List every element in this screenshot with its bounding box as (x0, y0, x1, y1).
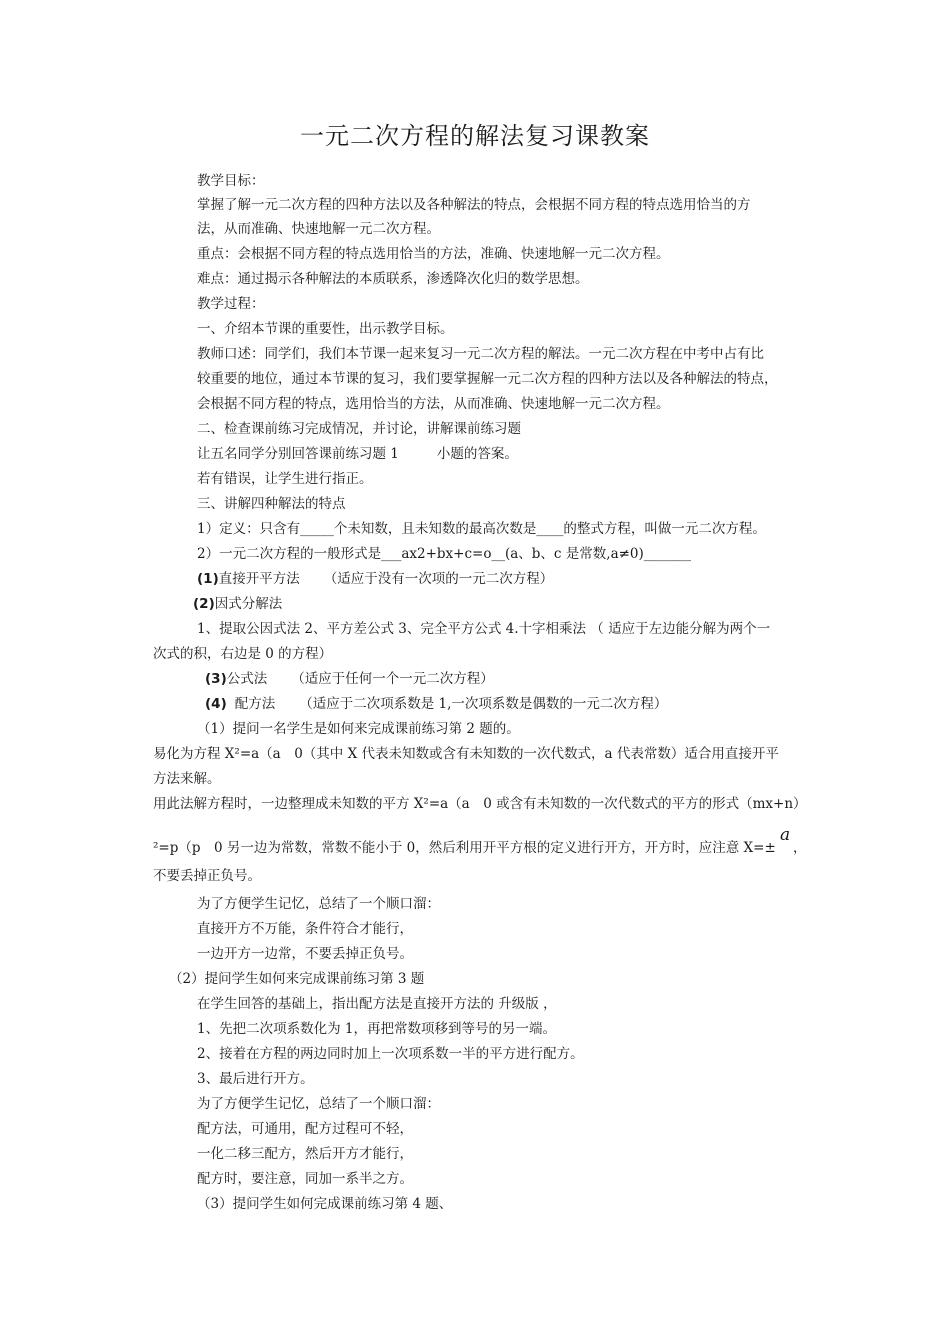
page-title: 一元二次方程的解法复习课教案 (300, 122, 650, 150)
paragraph-line (153, 838, 776, 858)
section-heading: 一、介绍本节课的重要性，出示教学目标。 (197, 321, 454, 337)
method-number: (3) (205, 671, 227, 687)
section-heading: 二、检查课前练习完成情况，并讨论，讲解课前练习题 (197, 421, 521, 437)
key-point-line: 重点：会根据不同方程的特点选用恰当的方法，准确、快速地解一元二次方程。 (197, 246, 670, 262)
method-number: (4) (205, 696, 227, 712)
rhyme-line: 一边开方一边常，不要丢掉正负号。 (197, 946, 413, 962)
paragraph-line: 方法来解。 (153, 771, 221, 787)
line-part: 让五名同学分别回答课前练习题 1 (197, 446, 399, 462)
method-name: 因式分解法 (214, 596, 283, 612)
paragraph-line: 法，从而准确、快速地解一元二次方程。 (197, 221, 440, 237)
step-line: 2、接着在方程的两边同时加上一次项系数一半的平方进行配方。 (197, 1046, 584, 1062)
paragraph-line: 教师口述：同学们，我们本节课一起来复习一元二次方程的解法。一元二次方程在中考中占有比 (197, 346, 764, 362)
paragraph-line: 较重要的地位，通过本节课的复习，我们要掌握解一元二次方程的四种方法以及各种解法的特点， (197, 371, 778, 387)
question-line: （1）提问一名学生是如何来完成课前练习第 2 题的。 (197, 721, 520, 737)
paragraph-line: 若有错误，让学生进行指正。 (197, 471, 373, 487)
method-number: (2) (193, 596, 215, 612)
paragraph-line: 用此法解方程时，一边整理成未知数的平方 X²=a（a 0 或含有未知数的一次代数式的平方的形式（mx+n） (153, 796, 807, 812)
method-name: 直接开平方法 (218, 571, 300, 587)
line-part: 小题的答案。 (436, 446, 518, 462)
method-2-line (193, 594, 282, 614)
rhyme-line: 配方法，可通用，配方过程可不轻， (197, 1121, 413, 1137)
definition-line: 1）定义：只含有_____个未知数，且未知数的最高次数是____的整式方程，叫做一元二次方程。 (197, 521, 766, 537)
step-line: 3、最后进行开方。 (197, 1071, 314, 1087)
line-part: ， (793, 840, 807, 856)
method-note: （适应于没有一次项的一元二次方程） (323, 571, 554, 587)
method-note: （适应于二次项系数是 1,一次项系数是偶数的一元二次方程） (299, 696, 668, 712)
method-4-line (205, 694, 667, 714)
section-heading: 三、讲解四种解法的特点 (197, 496, 346, 512)
question-line: （2）提问学生如何来完成课前练习第 3 题 (169, 971, 425, 987)
general-form-line: 2）一元二次方程的一般形式是___ax2+bx+c=o__(a、b、c 是常数,a≠0)_______ (197, 546, 692, 562)
method-1-line (197, 569, 553, 589)
method-note: （适应于任何一个一元二次方程） (291, 671, 494, 687)
paragraph-line: 1、提取公因式法 2、平方差公式 3、完全平方公式 4.十字相乘法 （ 适应于左边能分解为两个一 (197, 621, 771, 637)
rhyme-line: 配方时，要注意，同加一系半之方。 (197, 1171, 413, 1187)
paragraph-line: 掌握了解一元二次方程的四种方法以及各种解法的特点，会根据不同方程的特点选用恰当的方 (197, 197, 751, 213)
paragraph-line: 易化为方程 X²=a（a 0（其中 X 代表未知数或含有未知数的一次代数式，a 代表常数）适合用直接开平 (153, 746, 779, 762)
sqrt-a-symbol: a (780, 825, 791, 845)
step-line: 1、先把二次项系数化为 1，再把常数项移到等号的另一端。 (197, 1021, 556, 1037)
method-name: 配方法 (234, 696, 276, 712)
difficulty-line: 难点：通过揭示各种解法的本质联系，渗透降次化归的数学思想。 (197, 271, 589, 287)
method-name: 公式法 (226, 671, 268, 687)
question-line: （3）提问学生如何完成课前练习第 4 题、 (197, 1196, 453, 1212)
rhyme-line: 直接开方不万能，条件符合才能行， (197, 921, 413, 937)
objectives-heading: 教学目标： (197, 173, 265, 189)
rhyme-line: 一化二移三配方，然后开方才能行， (197, 1146, 413, 1162)
paragraph-line: 为了方便学生记忆，总结了一个顺口溜： (197, 896, 440, 912)
line-part: ²=p（p 0 另一边为常数，常数不能小于 0，然后利用开平方根的定义进行开方，开方时，应注意 X=± (153, 840, 776, 856)
paragraph-line: 在学生回答的基础上，指出配方法是直接开方法的 升级版 ， (197, 996, 557, 1012)
method-3-line (205, 669, 494, 689)
paragraph-line: 为了方便学生记忆，总结了一个顺口溜： (197, 1096, 440, 1112)
paragraph-line: 次式的积，右边是 0 的方程） (153, 646, 333, 662)
paragraph-line: 不要丢掉正负号。 (153, 868, 261, 884)
process-heading: 教学过程： (197, 296, 265, 312)
method-number: (1) (197, 571, 219, 587)
paragraph-line (197, 444, 518, 464)
paragraph-line: 会根据不同方程的特点，选用恰当的方法，从而准确、快速地解一元二次方程。 (197, 396, 670, 412)
